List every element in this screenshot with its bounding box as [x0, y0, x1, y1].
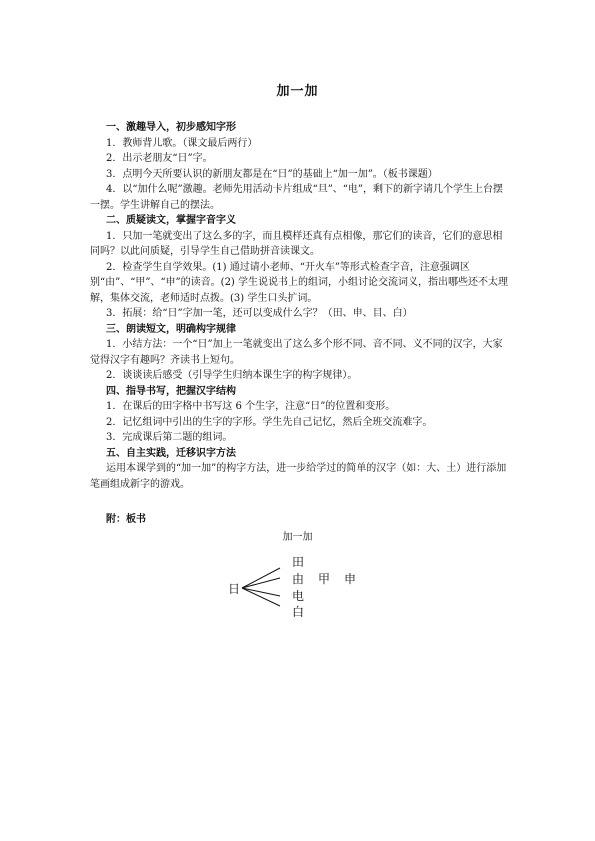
paragraph: 1．教师背儿歌。（课文最后两行） — [106, 137, 258, 149]
branch-line — [242, 588, 280, 596]
paragraph: 4．以“加什么呢”激趣。老师先用活动卡片组成“旦”、“电”，剩下的新字请几个学生上台摆一摆。学生讲解自己的摆法。 — [90, 184, 504, 211]
section-heading: 五、自主实践，迁移识字方法 — [106, 447, 236, 459]
paragraph: 1．在课后的田字格中书写这 6 个生字，注意“日”的位置和变形。 — [106, 401, 396, 412]
section-heading: 二、质疑读文，掌握字音字义 — [106, 215, 236, 226]
paragraph: 2．检查学生自学效果。(1) 通过请小老师、“开火车”等形式检查字音，注意强调区别“由”、“甲”、“申”的读音。(2) 学生说说书上的组词，小组讨论交流词义，指出哪些还不太理解，集体交流，老师适时点拨。(3) 学生口头扩词。 — [90, 261, 509, 304]
board-title: 加一加 — [282, 532, 313, 543]
lesson-content — [90, 120, 510, 492]
section-heading: 三、朗读短文，明确构字规律 — [106, 323, 236, 335]
branch-char: 白 — [292, 605, 305, 619]
branch-line — [242, 578, 280, 588]
appendix-label: 附：板书 — [106, 514, 146, 525]
paragraph: 3．拓展：给“日”字加一笔，还可以变成什么字？（田、申、目、白） — [106, 308, 413, 319]
branch-char: 甲 — [318, 572, 331, 586]
branch-char: 田 — [292, 555, 305, 569]
section-heading: 一、激趣导入，初步感知字形 — [106, 122, 236, 133]
branch-line — [242, 568, 280, 588]
section-heading: 四、指导书写，把握汉字结构 — [106, 385, 236, 397]
branch-char: 申 — [344, 572, 357, 586]
paragraph: 1．小结方法：一个“日”加上一笔就变出了这么多个形不同、音不同、义不同的汉字，大家觉得汉字有趣吗？齐读书上短句。 — [90, 339, 503, 366]
branch-char: 电 — [292, 589, 305, 603]
paragraph: 1．只加一笔就变出了这么多的字，而且模样还真有点相像，那它们的读音，它们的意思相同吗？以此问质疑，引导学生自己借助拼音读课文。 — [90, 230, 503, 257]
paragraph: 运用本课学到的“加一加”的构字方法，进一步给学过的简单的汉字（如：大、土）进行添加笔画组成新字的游戏。 — [90, 463, 507, 490]
paragraph: 3．点明今天所要认识的新朋友都是在“日”的基础上“加一加”。（板书课题） — [106, 168, 438, 180]
page-title: 加一加 — [276, 84, 319, 99]
blackboard-diagram — [220, 548, 370, 620]
paragraph: 3．完成课后第二题的组词。 — [106, 432, 233, 443]
paragraph: 2．记忆组词中引出的生字的字形。学生先自己记忆，然后全班交流难字。 — [106, 416, 433, 428]
center-char: 日 — [228, 582, 241, 596]
paragraph: 2．出示老朋友“日”字。 — [106, 153, 213, 164]
branch-char: 由 — [292, 572, 305, 586]
branch-line — [242, 588, 280, 606]
paragraph: 2．谈谈读后感受（引导学生归纳本课生字的构字规律）。 — [106, 370, 358, 381]
